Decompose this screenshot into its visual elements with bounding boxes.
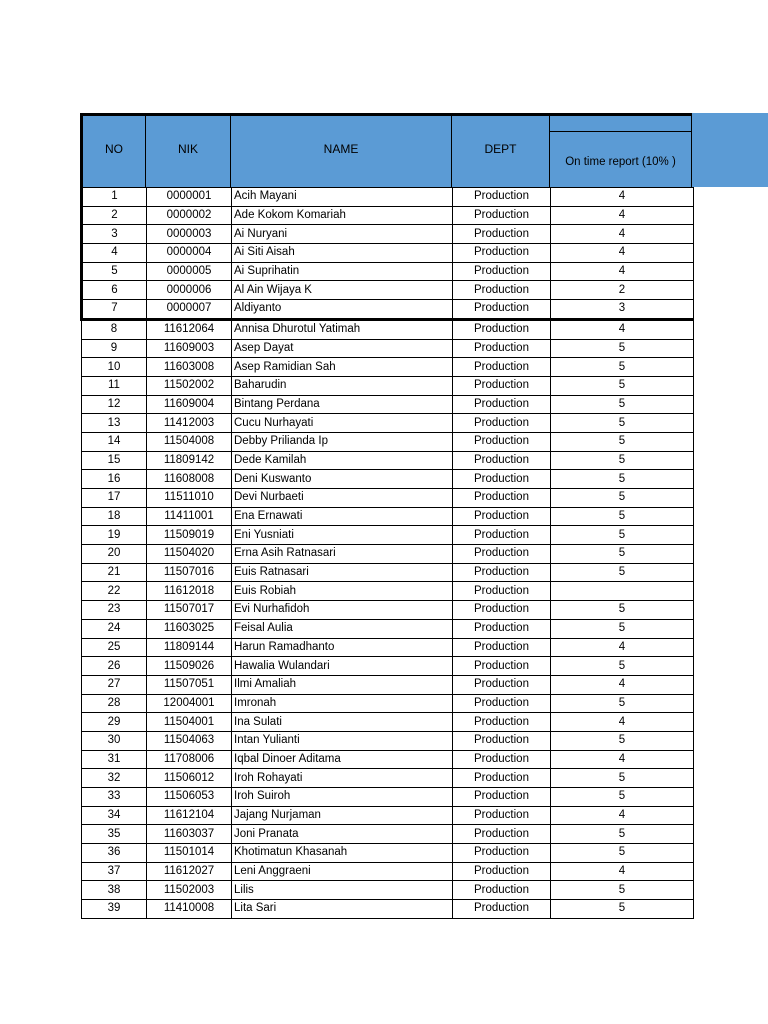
cell-nik[interactable]: 11504001 xyxy=(147,713,232,732)
cell-ontime[interactable]: 4 xyxy=(551,225,694,244)
cell-dept[interactable]: Production xyxy=(453,281,551,300)
cell-dept[interactable]: Production xyxy=(453,582,551,601)
cell-name[interactable]: Asep Ramidian Sah xyxy=(232,358,453,377)
cell-dept[interactable]: Production xyxy=(453,657,551,676)
cell-dept[interactable]: Production xyxy=(453,319,551,339)
table-row xyxy=(82,281,694,300)
cell-nik[interactable]: 11509019 xyxy=(147,526,232,545)
cell-dept[interactable]: Production xyxy=(453,225,551,244)
cell-ontime[interactable]: 4 xyxy=(551,319,694,339)
cell-nik[interactable]: 11608008 xyxy=(147,470,232,489)
table-row xyxy=(82,432,694,451)
cell-no[interactable]: 11 xyxy=(82,376,147,395)
cell-dept[interactable]: Production xyxy=(453,432,551,451)
cell-dept[interactable]: Production xyxy=(453,300,551,320)
cell-name[interactable]: Ina Sulati xyxy=(232,713,453,732)
cell-no[interactable]: 8 xyxy=(82,319,147,339)
cell-nik[interactable]: 0000004 xyxy=(147,244,232,263)
table-row xyxy=(82,769,694,788)
table-row xyxy=(82,507,694,526)
cell-name[interactable]: Erna Asih Ratnasari xyxy=(232,545,453,564)
cell-no[interactable]: 7 xyxy=(82,300,147,320)
cell-no[interactable]: 5 xyxy=(82,262,147,281)
header-no[interactable]: NO xyxy=(80,116,145,187)
cell-no[interactable]: 34 xyxy=(82,806,147,825)
cell-nik[interactable]: 11612018 xyxy=(147,582,232,601)
cell-name[interactable]: Euis Ratnasari xyxy=(232,563,453,582)
table-row xyxy=(82,694,694,713)
table-row xyxy=(82,713,694,732)
cell-ontime[interactable]: 2 xyxy=(551,281,694,300)
cell-dept[interactable]: Production xyxy=(453,339,551,358)
cell-name[interactable]: Ena Ernawati xyxy=(232,507,453,526)
cell-ontime[interactable]: 4 xyxy=(551,188,694,207)
cell-name[interactable]: Ai Nuryani xyxy=(232,225,453,244)
table-row xyxy=(82,675,694,694)
table-row xyxy=(82,526,694,545)
cell-ontime[interactable]: 5 xyxy=(551,788,694,807)
header-nik[interactable]: NIK xyxy=(145,116,230,187)
cell-no[interactable]: 21 xyxy=(82,563,147,582)
cell-no[interactable]: 29 xyxy=(82,713,147,732)
cell-nik[interactable]: 11502003 xyxy=(147,881,232,900)
table-row xyxy=(82,788,694,807)
cell-nik[interactable]: 11708006 xyxy=(147,750,232,769)
cell-nik[interactable]: 12004001 xyxy=(147,694,232,713)
cell-no[interactable]: 10 xyxy=(82,358,147,377)
cell-dept[interactable]: Production xyxy=(453,750,551,769)
cell-nik[interactable]: 0000005 xyxy=(147,262,232,281)
cell-nik[interactable]: 11612027 xyxy=(147,862,232,881)
cell-no[interactable]: 23 xyxy=(82,601,147,620)
cell-ontime[interactable]: 5 xyxy=(551,432,694,451)
cell-no[interactable]: 33 xyxy=(82,788,147,807)
table-row xyxy=(82,563,694,582)
cell-nik[interactable]: 11507017 xyxy=(147,601,232,620)
cell-ontime[interactable]: 5 xyxy=(551,601,694,620)
cell-no[interactable]: 6 xyxy=(82,281,147,300)
table-row xyxy=(82,619,694,638)
header-fill-extension xyxy=(692,113,768,187)
cell-name[interactable]: Ade Kokom Komariah xyxy=(232,206,453,225)
cell-no[interactable]: 31 xyxy=(82,750,147,769)
cell-dept[interactable]: Production xyxy=(453,489,551,508)
cell-no[interactable]: 35 xyxy=(82,825,147,844)
cell-no[interactable]: 15 xyxy=(82,451,147,470)
cell-no[interactable]: 20 xyxy=(82,545,147,564)
cell-name[interactable]: Iroh Suiroh xyxy=(232,788,453,807)
cell-ontime[interactable]: 5 xyxy=(551,545,694,564)
cell-ontime[interactable]: 4 xyxy=(551,262,694,281)
employee-table xyxy=(80,187,694,919)
cell-dept[interactable]: Production xyxy=(453,395,551,414)
cell-dept[interactable]: Production xyxy=(453,675,551,694)
table-row xyxy=(82,319,694,339)
cell-nik[interactable]: 11506012 xyxy=(147,769,232,788)
cell-name[interactable]: Dede Kamilah xyxy=(232,451,453,470)
cell-no[interactable]: 25 xyxy=(82,638,147,657)
cell-nik[interactable]: 0000002 xyxy=(147,206,232,225)
cell-dept[interactable]: Production xyxy=(453,806,551,825)
cell-nik[interactable]: 11603037 xyxy=(147,825,232,844)
header-row xyxy=(80,113,692,187)
cell-name[interactable]: Asep Dayat xyxy=(232,339,453,358)
cell-dept[interactable]: Production xyxy=(453,769,551,788)
cell-name[interactable]: Intan Yulianti xyxy=(232,731,453,750)
cell-ontime[interactable]: 5 xyxy=(551,844,694,863)
cell-no[interactable]: 22 xyxy=(82,582,147,601)
cell-name[interactable]: Acih Mayani xyxy=(232,188,453,207)
cell-nik[interactable]: 11609004 xyxy=(147,395,232,414)
cell-name[interactable]: Harun Ramadhanto xyxy=(232,638,453,657)
cell-ontime[interactable]: 5 xyxy=(551,339,694,358)
cell-name[interactable]: Lita Sari xyxy=(232,900,453,919)
cell-ontime[interactable]: 5 xyxy=(551,451,694,470)
table-row xyxy=(82,414,694,433)
table-row xyxy=(82,601,694,620)
cell-ontime[interactable]: 5 xyxy=(551,376,694,395)
cell-ontime[interactable]: 5 xyxy=(551,731,694,750)
cell-no[interactable]: 16 xyxy=(82,470,147,489)
header-dept[interactable]: DEPT xyxy=(451,116,549,187)
cell-name[interactable]: Leni Anggraeni xyxy=(232,862,453,881)
cell-name[interactable]: Aldiyanto xyxy=(232,300,453,320)
table-row xyxy=(82,358,694,377)
cell-ontime[interactable]: 4 xyxy=(551,638,694,657)
cell-nik[interactable]: 11504063 xyxy=(147,731,232,750)
cell-dept[interactable]: Production xyxy=(453,731,551,750)
table-row xyxy=(82,300,694,320)
cell-name[interactable]: Ai Suprihatin xyxy=(232,262,453,281)
cell-no[interactable]: 37 xyxy=(82,862,147,881)
table-row xyxy=(82,900,694,919)
cell-no[interactable]: 24 xyxy=(82,619,147,638)
cell-dept[interactable]: Production xyxy=(453,188,551,207)
cell-name[interactable]: Bintang Perdana xyxy=(232,395,453,414)
cell-name[interactable]: Annisa Dhurotul Yatimah xyxy=(232,319,453,339)
table-row xyxy=(82,806,694,825)
cell-nik[interactable]: 11809142 xyxy=(147,451,232,470)
cell-ontime[interactable]: 4 xyxy=(551,862,694,881)
cell-nik[interactable]: 11612104 xyxy=(147,806,232,825)
cell-nik[interactable]: 0000007 xyxy=(147,300,232,320)
table-row xyxy=(82,731,694,750)
table-row xyxy=(82,206,694,225)
cell-ontime[interactable]: 5 xyxy=(551,825,694,844)
table-row xyxy=(82,339,694,358)
cell-nik[interactable]: 11504008 xyxy=(147,432,232,451)
cell-ontime[interactable]: 4 xyxy=(551,806,694,825)
cell-ontime[interactable]: 5 xyxy=(551,395,694,414)
cell-no[interactable]: 19 xyxy=(82,526,147,545)
cell-name[interactable]: Khotimatun Khasanah xyxy=(232,844,453,863)
cell-name[interactable]: Deni Kuswanto xyxy=(232,470,453,489)
cell-no[interactable]: 30 xyxy=(82,731,147,750)
cell-ontime[interactable]: 5 xyxy=(551,881,694,900)
cell-name[interactable]: Baharudin xyxy=(232,376,453,395)
header-name[interactable]: NAME xyxy=(230,116,451,187)
cell-name[interactable]: Evi Nurhafidoh xyxy=(232,601,453,620)
cell-dept[interactable]: Production xyxy=(453,358,551,377)
cell-no[interactable]: 38 xyxy=(82,881,147,900)
cell-no[interactable]: 12 xyxy=(82,395,147,414)
table-row xyxy=(82,844,694,863)
cell-nik[interactable]: 11603008 xyxy=(147,358,232,377)
cell-dept[interactable]: Production xyxy=(453,526,551,545)
cell-dept[interactable]: Production xyxy=(453,900,551,919)
cell-nik[interactable]: 11511010 xyxy=(147,489,232,508)
cell-dept[interactable]: Production xyxy=(453,545,551,564)
cell-nik[interactable]: 11410008 xyxy=(147,900,232,919)
cell-no[interactable]: 9 xyxy=(82,339,147,358)
cell-no[interactable]: 3 xyxy=(82,225,147,244)
cell-no[interactable]: 26 xyxy=(82,657,147,676)
cell-ontime[interactable]: 5 xyxy=(551,358,694,377)
cell-no[interactable]: 13 xyxy=(82,414,147,433)
cell-ontime[interactable]: 5 xyxy=(551,619,694,638)
cell-no[interactable]: 32 xyxy=(82,769,147,788)
cell-name[interactable]: Feisal Aulia xyxy=(232,619,453,638)
cell-no[interactable]: 14 xyxy=(82,432,147,451)
cell-dept[interactable]: Production xyxy=(453,881,551,900)
cell-ontime[interactable]: 5 xyxy=(551,694,694,713)
cell-name[interactable]: Devi Nurbaeti xyxy=(232,489,453,508)
cell-ontime[interactable]: 5 xyxy=(551,414,694,433)
spreadsheet xyxy=(80,113,692,919)
cell-nik[interactable]: 11809144 xyxy=(147,638,232,657)
cell-dept[interactable]: Production xyxy=(453,788,551,807)
cell-dept[interactable]: Production xyxy=(453,563,551,582)
table-row xyxy=(82,582,694,601)
cell-ontime[interactable]: 4 xyxy=(551,750,694,769)
cell-name[interactable]: Iqbal Dinoer Aditama xyxy=(232,750,453,769)
cell-nik[interactable]: 11506053 xyxy=(147,788,232,807)
table-row xyxy=(82,262,694,281)
table-row xyxy=(82,657,694,676)
cell-ontime[interactable]: 4 xyxy=(551,675,694,694)
cell-name[interactable]: Jajang Nurjaman xyxy=(232,806,453,825)
cell-dept[interactable]: Production xyxy=(453,638,551,657)
cell-dept[interactable]: Production xyxy=(453,244,551,263)
cell-dept[interactable]: Production xyxy=(453,451,551,470)
table-row xyxy=(82,825,694,844)
cell-nik[interactable]: 0000001 xyxy=(147,188,232,207)
cell-name[interactable]: Euis Robiah xyxy=(232,582,453,601)
cell-no[interactable]: 27 xyxy=(82,675,147,694)
cell-dept[interactable]: Production xyxy=(453,206,551,225)
cell-dept[interactable]: Production xyxy=(453,844,551,863)
table-row xyxy=(82,881,694,900)
cell-nik[interactable]: 11501014 xyxy=(147,844,232,863)
cell-ontime[interactable]: 5 xyxy=(551,563,694,582)
cell-ontime[interactable]: 4 xyxy=(551,713,694,732)
cell-ontime[interactable]: 5 xyxy=(551,507,694,526)
cell-no[interactable]: 17 xyxy=(82,489,147,508)
table-row xyxy=(82,545,694,564)
cell-ontime[interactable]: 5 xyxy=(551,900,694,919)
cell-dept[interactable]: Production xyxy=(453,825,551,844)
cell-name[interactable]: Cucu Nurhayati xyxy=(232,414,453,433)
table-row xyxy=(82,638,694,657)
cell-no[interactable]: 36 xyxy=(82,844,147,863)
cell-dept[interactable]: Production xyxy=(453,262,551,281)
cell-nik[interactable]: 0000003 xyxy=(147,225,232,244)
cell-no[interactable]: 39 xyxy=(82,900,147,919)
cell-ontime[interactable]: 3 xyxy=(551,300,694,320)
cell-name[interactable]: Imronah xyxy=(232,694,453,713)
cell-dept[interactable]: Production xyxy=(453,507,551,526)
cell-dept[interactable]: Production xyxy=(453,376,551,395)
cell-dept[interactable]: Production xyxy=(453,713,551,732)
table-row xyxy=(82,750,694,769)
cell-name[interactable]: Eni Yusniati xyxy=(232,526,453,545)
cell-name[interactable]: Ai Siti Aisah xyxy=(232,244,453,263)
cell-no[interactable]: 1 xyxy=(82,188,147,207)
table-row xyxy=(82,376,694,395)
cell-ontime[interactable]: 5 xyxy=(551,470,694,489)
cell-name[interactable]: Ilmi Amaliah xyxy=(232,675,453,694)
table-row xyxy=(82,862,694,881)
cell-ontime[interactable]: 4 xyxy=(551,206,694,225)
cell-ontime[interactable]: 4 xyxy=(551,244,694,263)
cell-nik[interactable]: 11507051 xyxy=(147,675,232,694)
cell-ontime[interactable] xyxy=(551,582,694,601)
table-row xyxy=(82,451,694,470)
cell-no[interactable]: 2 xyxy=(82,206,147,225)
cell-nik[interactable]: 11507016 xyxy=(147,563,232,582)
cell-name[interactable]: Iroh Rohayati xyxy=(232,769,453,788)
cell-name[interactable]: Debby Prilianda Ip xyxy=(232,432,453,451)
cell-ontime[interactable]: 5 xyxy=(551,526,694,545)
table-row xyxy=(82,244,694,263)
cell-dept[interactable]: Production xyxy=(453,862,551,881)
cell-dept[interactable]: Production xyxy=(453,414,551,433)
cell-dept[interactable]: Production xyxy=(453,619,551,638)
cell-no[interactable]: 28 xyxy=(82,694,147,713)
cell-no[interactable]: 4 xyxy=(82,244,147,263)
cell-dept[interactable]: Production xyxy=(453,694,551,713)
cell-nik[interactable]: 11411001 xyxy=(147,507,232,526)
cell-nik[interactable]: 11504020 xyxy=(147,545,232,564)
cell-name[interactable]: Al Ain Wijaya K xyxy=(232,281,453,300)
cell-name[interactable]: Joni Pranata xyxy=(232,825,453,844)
cell-name[interactable]: Lilis xyxy=(232,881,453,900)
table-row xyxy=(82,395,694,414)
cell-nik[interactable]: 11603025 xyxy=(147,619,232,638)
cell-dept[interactable]: Production xyxy=(453,601,551,620)
cell-nik[interactable]: 11509026 xyxy=(147,657,232,676)
cell-ontime[interactable]: 5 xyxy=(551,657,694,676)
cell-no[interactable]: 18 xyxy=(82,507,147,526)
cell-dept[interactable]: Production xyxy=(453,470,551,489)
cell-nik[interactable]: 0000006 xyxy=(147,281,232,300)
cell-nik[interactable]: 11502002 xyxy=(147,376,232,395)
cell-nik[interactable]: 11612064 xyxy=(147,319,232,339)
table-row xyxy=(82,188,694,207)
cell-name[interactable]: Hawalia Wulandari xyxy=(232,657,453,676)
cell-nik[interactable]: 11609003 xyxy=(147,339,232,358)
table-row xyxy=(82,470,694,489)
cell-nik[interactable]: 11412003 xyxy=(147,414,232,433)
cell-ontime[interactable]: 5 xyxy=(551,769,694,788)
header-ontime-report[interactable]: On time report (10% ) xyxy=(549,116,692,187)
table-row xyxy=(82,225,694,244)
cell-ontime[interactable]: 5 xyxy=(551,489,694,508)
table-row xyxy=(82,489,694,508)
